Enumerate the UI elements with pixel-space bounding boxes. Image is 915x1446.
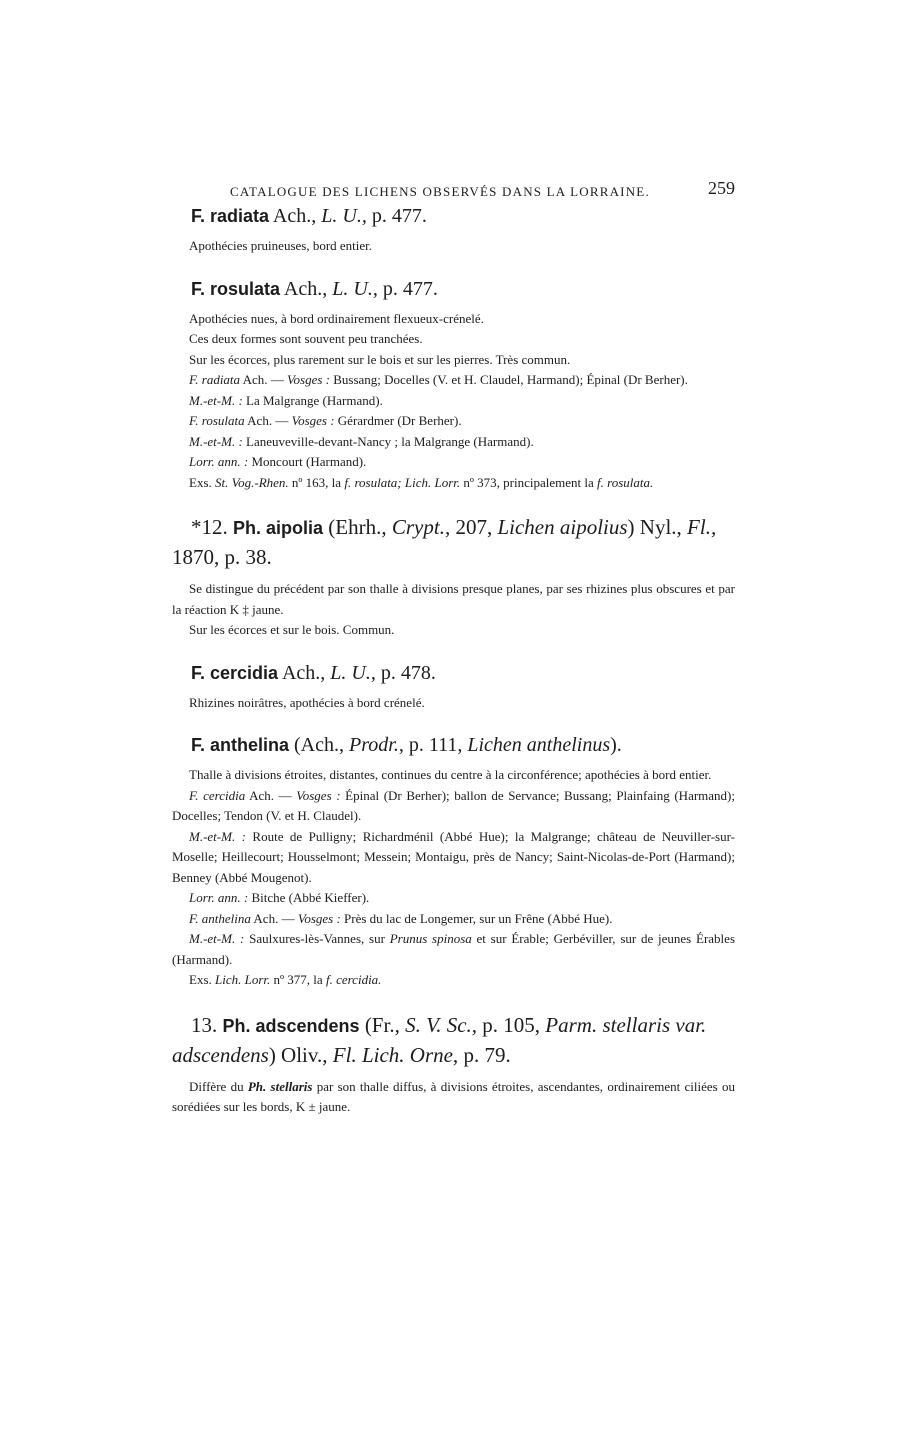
entry-heading-f-radiata [172, 204, 735, 229]
entry-number: *12. [191, 515, 233, 539]
locality-paragraph: Lorr. ann. : Bitche (Abbé Kieffer). [189, 890, 370, 905]
description: Rhizines noirâtres, apothécies à bord crénelé. [189, 694, 425, 710]
exsiccata-paragraph: Exs. St. Vog.-Rhen. nº 163, la f. rosulata; Lich. Lorr. nº 373, principalement la f. rosulata. [189, 474, 654, 490]
locality-paragraph: M.-et-M. : Saulxures-lès-Vannes, sur Prunus spinosa et sur Érable; Gerbéviller, sur de jeunes Érables (Harmand). [172, 931, 735, 967]
paragraph: Diffère du Ph. stellaris par son thalle diffus, à divisions étroites, ascendantes, ordinairement ciliées ou sorédiées sur les bords, K ± jaune. [172, 1078, 735, 1114]
taxon-page: p. 477. [377, 277, 438, 300]
paragraph: Sur les écorces et sur le bois. Commun. [189, 622, 395, 637]
paragraph: Ces deux formes sont souvent peu tranchées. [189, 331, 423, 346]
paragraph: Se distingue du précédent par son thalle à divisions presque planes, par ses rhizines plus obscures et par la réaction K ‡ jaune. [172, 581, 735, 617]
taxon-reference: L. U., [330, 661, 376, 684]
taxon-name: F. rosulata [191, 278, 281, 299]
taxon-author: Ach., [280, 277, 333, 300]
taxon-author: Ach., [269, 205, 322, 227]
locality-paragraph: F. rosulata Ach. — Vosges : Gérardmer (Dr Berher). [189, 413, 462, 428]
description: Apothécies pruineuses, bord entier. [189, 238, 373, 253]
entry-heading-f-rosulata [172, 277, 735, 302]
taxon-name: Ph. aipolia [233, 518, 324, 538]
locality-paragraph: M.-et-M. : Route de Pulligny; Richardménil (Abbé Hue); la Malgrange; château de Neuviller-sur-Moselle; Heillecourt; Housselmont; Messein; Montaigu, près de Nancy; Saint-Nicolas-de-Port (Harmand); Benney (Abbé Mougenot). [172, 828, 735, 885]
taxon-reference: L. U., [321, 205, 367, 227]
locality-paragraph: M.-et-M. : Laneuveville-devant-Nancy ; la Malgrange (Harmand). [189, 433, 534, 449]
entry-heading-f-cercidia [172, 661, 735, 686]
page-number: 259 [708, 178, 735, 198]
entry-heading-ph-adscendens: 13. Ph. adscendens (Fr., S. V. Sc., p. 105, Parm. stellaris var. adscendens) Oliv., Fl. Lich. Orne, p. 79. [172, 1012, 707, 1067]
taxon-page: p. 478. [375, 661, 436, 684]
document-page [172, 176, 735, 1118]
taxon-name: Ph. adscendens [222, 1015, 360, 1036]
locality-paragraph: M.-et-M. : La Malgrange (Harmand). [189, 392, 383, 408]
taxon-name: F. radiata [191, 206, 270, 226]
taxon-name: F. anthelina [191, 735, 290, 755]
locality-paragraph: F. radiata Ach. — Vosges : Bussang; Docelles (V. et H. Claudel, Harmand); Épinal (Dr Berher). [189, 372, 688, 387]
entry-number: 13. [191, 1012, 223, 1037]
taxon-author: Ach., [278, 661, 331, 684]
paragraph: Thalle à divisions étroites, distantes, continues du centre à la circonférence; apothécies à bord entier. [189, 767, 712, 782]
taxon-name: F. cercidia [191, 662, 279, 683]
paragraph: Apothécies nues, à bord ordinairement flexueux-crénelé. [189, 310, 484, 326]
running-head-title: CATALOGUE DES LICHENS OBSERVÉS DANS LA LORRAINE. [230, 184, 650, 199]
locality-paragraph: Lorr. ann. : Moncourt (Harmand). [189, 454, 367, 469]
running-head [172, 176, 735, 204]
taxon-page: p. 477. [366, 205, 427, 227]
exsiccata-paragraph: Exs. Lich. Lorr. nº 377, la f. cercidia. [189, 972, 382, 987]
locality-paragraph: F. anthelina Ach. — Vosges : Près du lac de Longemer, sur un Frêne (Abbé Hue). [189, 910, 613, 926]
entry-heading-ph-aipolia: *12. Ph. aipolia (Ehrh., Crypt., 207, Lichen aipolius) Nyl., Fl., 1870, p. 38. [172, 515, 717, 569]
entry-heading-f-anthelina: F. anthelina (Ach., Prodr., p. 111, Lichen anthelinus). [191, 734, 622, 756]
locality-paragraph: F. cercidia Ach. — Vosges : Épinal (Dr Berher); ballon de Servance; Bussang; Plainfaing (Harmand); Docelles; Tendon (V. et H. Claudel). [172, 787, 735, 823]
taxon-reference: L. U., [332, 277, 378, 300]
paragraph: Sur les écorces, plus rarement sur le bois et sur les pierres. Très commun. [189, 351, 571, 367]
